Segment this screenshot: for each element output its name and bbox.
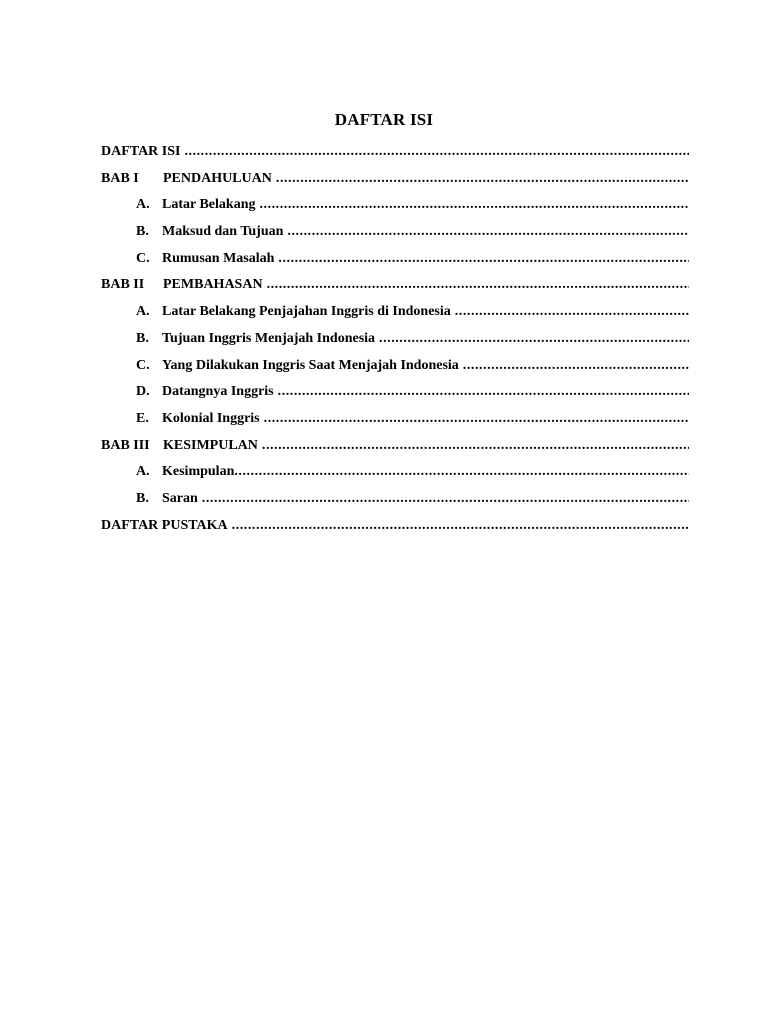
dot-leader xyxy=(379,331,689,347)
toc-entry-maksud-dan-tujuan xyxy=(101,224,689,251)
section-letter: A. xyxy=(136,197,150,213)
dot-leader xyxy=(232,518,689,534)
toc-entry-label: Kesimpulan xyxy=(162,464,235,480)
toc-entry-rumusan-masalah xyxy=(101,251,689,278)
section-letter: B. xyxy=(136,224,149,240)
chapter-number: BAB II xyxy=(101,277,145,293)
section-letter: B. xyxy=(136,490,149,506)
toc-entry-label: Tujuan Inggris Menjajah Indonesia xyxy=(162,330,376,346)
dot-leader xyxy=(202,491,689,507)
chapter-number: BAB I xyxy=(101,170,139,186)
section-letter: A. xyxy=(136,464,150,480)
toc-entry-label: Datangnya Inggris xyxy=(162,384,274,400)
toc-entry-label: DAFTAR PUSTAKA xyxy=(101,517,228,533)
toc-entry-label: Maksud dan Tujuan xyxy=(162,224,284,240)
toc-entry-yang-dilakukan-inggris xyxy=(101,358,689,385)
toc-entry-datangnya-inggris xyxy=(101,384,689,411)
toc-entry-label: Latar Belakang Penjajahan Inggris di Indonesia xyxy=(162,304,451,320)
toc-entry-daftar-isi xyxy=(101,144,689,171)
page-title: DAFTAR ISI xyxy=(334,110,434,129)
section-letter: E. xyxy=(136,410,149,426)
table-of-contents xyxy=(101,144,689,544)
toc-entry-kesimpulan xyxy=(101,464,689,491)
toc-entry-bab-1 xyxy=(101,171,689,198)
toc-entry-label: PENDAHULUAN xyxy=(163,170,272,186)
toc-entry-label: Kolonial Inggris xyxy=(162,410,260,426)
toc-entry-saran xyxy=(101,491,689,518)
toc-entry-label: DAFTAR ISI xyxy=(101,144,181,159)
toc-entry-label: PEMBAHASAN xyxy=(163,277,263,293)
toc-entry-label: KESIMPULAN xyxy=(163,437,258,453)
dot-leader xyxy=(278,251,689,267)
section-letter: D. xyxy=(136,384,150,400)
dot-leader xyxy=(259,197,689,213)
dot-leader xyxy=(264,411,689,427)
dot-leader xyxy=(267,277,689,293)
dot-leader xyxy=(276,171,689,187)
toc-entry-bab-3 xyxy=(101,438,689,465)
dot-leader xyxy=(278,384,689,400)
dot-leader xyxy=(287,224,689,240)
toc-entry-tujuan-inggris xyxy=(101,331,689,358)
section-letter: A. xyxy=(136,304,150,320)
dot-leader xyxy=(262,438,689,454)
toc-entry-bab-2 xyxy=(101,277,689,304)
section-letter: B. xyxy=(136,330,149,346)
toc-entry-latar-belakang xyxy=(101,197,689,224)
toc-entry-label: Rumusan Masalah xyxy=(162,250,275,266)
dot-leader xyxy=(234,464,689,480)
toc-entry-label: Saran xyxy=(162,490,198,506)
toc-entry-latar-belakang-penjajahan xyxy=(101,304,689,331)
dot-leader xyxy=(463,358,689,374)
section-letter: C. xyxy=(136,357,150,373)
dot-leader xyxy=(455,304,689,320)
toc-entry-label: Latar Belakang xyxy=(162,197,256,213)
toc-entry-kolonial-inggris xyxy=(101,411,689,438)
toc-entry-label: Yang Dilakukan Inggris Saat Menjajah Indonesia xyxy=(162,357,459,373)
chapter-number: BAB III xyxy=(101,437,150,453)
section-letter: C. xyxy=(136,250,150,266)
dot-leader xyxy=(184,144,689,160)
toc-entry-daftar-pustaka xyxy=(101,518,689,545)
